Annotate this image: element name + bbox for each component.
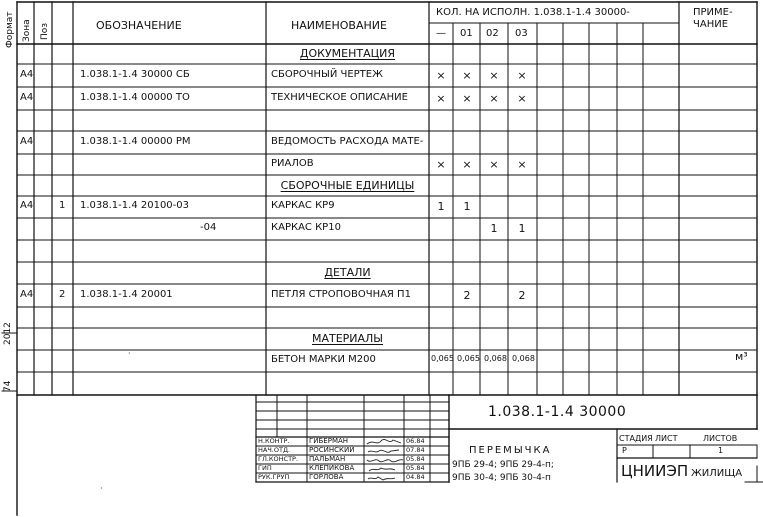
- section-heading: СБОРОЧНЫЕ ЕДИНИЦЫ: [280, 179, 415, 192]
- speck-dot: ·: [128, 349, 131, 358]
- signer-date: 04.84: [406, 473, 425, 481]
- cell-qty: ×: [436, 158, 446, 171]
- cell-name: СБОРОЧНЫЙ ЧЕРТЕЖ: [271, 69, 383, 80]
- cell-qty: 1: [490, 222, 498, 235]
- stamp-stage-value: Р: [622, 446, 627, 455]
- speck-dot: ·: [100, 484, 103, 493]
- signer-role: ГИП: [258, 464, 272, 472]
- cell-designation: 1.038.1-1.4 20001: [80, 289, 173, 300]
- cell-name: ТЕХНИЧЕСКОЕ ОПИСАНИЕ: [271, 92, 408, 103]
- signer-name: ПАЛЬМАН: [309, 455, 346, 463]
- cell-name: КАРКАС КР10: [271, 222, 341, 233]
- cell-qty: 1: [518, 222, 526, 235]
- signer-name: ГОРЛОВА: [309, 473, 344, 481]
- section-heading: ДОКУМЕНТАЦИЯ: [299, 47, 396, 60]
- header-poz: Поз: [40, 22, 50, 40]
- cell-qty: 0,065: [431, 354, 454, 363]
- signature-mark: [365, 474, 405, 483]
- qty-col-0: —: [436, 28, 446, 39]
- cell-qty: ×: [517, 158, 527, 171]
- cell-name: РИАЛОВ: [271, 158, 314, 169]
- header-note-1: ПРИМЕ-: [693, 7, 733, 18]
- header-name: НАИМЕНОВАНИЕ: [291, 19, 387, 32]
- stamp-sheets-value: 1: [718, 446, 724, 455]
- signer-date: 05.84: [406, 455, 425, 463]
- signature-mark: [365, 465, 405, 474]
- cell-qty: 0,068: [512, 354, 535, 363]
- cell-qty: ×: [462, 158, 472, 171]
- stamp-sheet-label: ЛИСТ: [655, 434, 678, 443]
- stamp-title: ПЕРЕМЫЧКА: [469, 445, 552, 456]
- margin-number: 2012: [3, 322, 13, 345]
- signer-name: РОСИНСКИЙ: [309, 446, 355, 454]
- cell-designation: 1.038.1-1.4 00000 РМ: [80, 136, 191, 147]
- cell-qty: ×: [462, 92, 472, 105]
- signer-date: 07.84: [406, 446, 425, 454]
- signer-name: ГИБЕРМАН: [309, 437, 349, 445]
- signer-date: 05.84: [406, 464, 425, 472]
- header-qty-title: КОЛ. НА ИСПОЛН. 1.038.1-1.4 30000-: [436, 7, 630, 18]
- stamp-stage-label: СТАДИЯ: [619, 434, 653, 443]
- cell-format: А4: [20, 289, 34, 300]
- header-designation: ОБОЗНАЧЕНИЕ: [96, 19, 182, 32]
- cell-designation: 1.038.1-1.4 20100-03: [80, 200, 190, 211]
- cell-format: А4: [20, 200, 34, 211]
- cell-qty: ×: [462, 69, 472, 82]
- cell-format: А4: [20, 92, 34, 103]
- header-note-2: ЧАНИЕ: [693, 19, 729, 30]
- header-zona: Зона: [22, 19, 32, 42]
- cell-qty: 1: [463, 200, 471, 213]
- cell-note: м³: [735, 350, 748, 363]
- section-heading: МАТЕРИАЛЫ: [311, 332, 384, 345]
- cell-qty: ×: [517, 69, 527, 82]
- signer-role: Н.КОНТР.: [258, 437, 290, 445]
- cell-name: ВЕДОМОСТЬ РАСХОДА МАТЕ-: [271, 136, 424, 147]
- cell-format: А4: [20, 69, 34, 80]
- cell-pos: 1: [59, 200, 66, 211]
- cell-qty: ×: [436, 92, 446, 105]
- header-format: Формат: [5, 11, 15, 48]
- stamp-sheets-label: ЛИСТОВ: [703, 434, 738, 443]
- signer-role: ГЛ.КОНСТР.: [258, 455, 299, 463]
- stamp-doc-number: 1.038.1-1.4 30000: [488, 404, 627, 420]
- qty-col-2: 02: [486, 28, 499, 39]
- section-heading: ДЕТАЛИ: [324, 266, 371, 279]
- cell-qty: ×: [489, 69, 499, 82]
- qty-col-3: 03: [515, 28, 528, 39]
- signature-mark: [365, 456, 405, 465]
- cell-name: ПЕТЛЯ СТРОПОВОЧНАЯ П1: [271, 289, 411, 300]
- signature-mark: [365, 447, 405, 456]
- cell-qty: 2: [518, 289, 526, 302]
- margin-sheet: 74: [3, 380, 13, 392]
- cell-name: БЕТОН МАРКИ М200: [271, 354, 376, 365]
- cell-designation: 1.038.1-1.4 30000 СБ: [80, 69, 190, 80]
- signature-mark: [365, 438, 405, 447]
- cell-qty: 1: [437, 200, 445, 213]
- cell-qty: 0,068: [484, 354, 507, 363]
- signer-role: РУК.ГРУП: [258, 473, 290, 481]
- cell-designation: 1.038.1-1.4 00000 ТО: [80, 92, 190, 103]
- cell-designation: -04: [200, 222, 217, 233]
- signer-name: КЛЕПИКОВА: [309, 464, 355, 472]
- qty-col-1: 01: [460, 28, 473, 39]
- stamp-org-small: ЖИЛИЩА: [691, 468, 743, 479]
- signer-role: НАЧ.ОТД.: [258, 446, 291, 454]
- cell-qty: ×: [489, 158, 499, 171]
- cell-qty: ×: [517, 92, 527, 105]
- stamp-org-big: ЦНИИЭП: [621, 462, 689, 480]
- signer-date: 06.84: [406, 437, 425, 445]
- cell-format: А4: [20, 136, 34, 147]
- cell-pos: 2: [59, 289, 66, 300]
- stamp-desc-1: 9ПБ 29-4; 9ПБ 29-4-п;: [452, 460, 554, 470]
- cell-qty: ×: [436, 69, 446, 82]
- stamp-desc-2: 9ПБ 30-4; 9ПБ 30-4-п: [452, 473, 551, 483]
- cell-qty: 2: [463, 289, 471, 302]
- cell-name: КАРКАС КР9: [271, 200, 335, 211]
- cell-qty: 0,065: [457, 354, 480, 363]
- cell-qty: ×: [489, 92, 499, 105]
